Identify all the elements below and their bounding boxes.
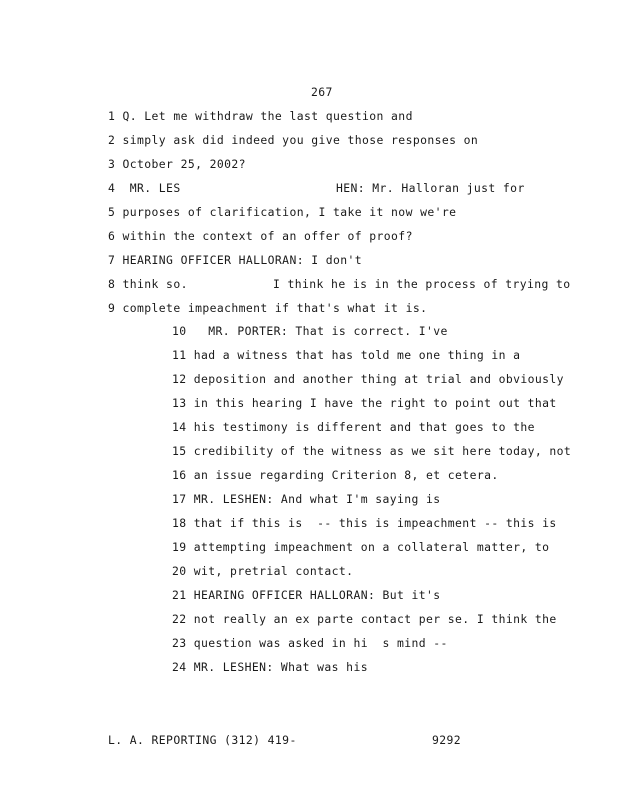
footer-phone-suffix: 9292 xyxy=(432,733,462,747)
transcript-line-1: 1 Q. Let me withdraw the last question and xyxy=(108,109,413,123)
transcript-line-5: 5 purposes of clarification, I take it now we're xyxy=(108,205,457,219)
transcript-line-16: 16 an issue regarding Criterion 8, et cetera. xyxy=(172,468,499,482)
transcript-line-19: 19 attempting impeachment on a collateral matter, to xyxy=(172,540,550,554)
transcript-line-10: 10 MR. PORTER: That is correct. I've xyxy=(172,324,448,338)
transcript-line-18: 18 that if this is -- this is impeachment -- this is xyxy=(172,516,557,530)
transcript-line-3: 3 October 25, 2002? xyxy=(108,157,246,171)
transcript-line-7: 7 HEARING OFFICER HALLORAN: I don't xyxy=(108,253,363,267)
transcript-line-12: 12 deposition and another thing at trial and obviously xyxy=(172,372,564,386)
transcript-line-8a: 8 think so. xyxy=(108,277,188,291)
footer-reporter: L. A. REPORTING (312) 419- xyxy=(108,733,297,747)
transcript-line-15: 15 credibility of the witness as we sit here today, not xyxy=(172,444,572,458)
transcript-line-4a: 4 MR. LES xyxy=(108,181,181,195)
transcript-line-23: 23 question was asked in hi s mind -- xyxy=(172,636,448,650)
transcript-line-21: 21 HEARING OFFICER HALLORAN: But it's xyxy=(172,588,441,602)
transcript-line-6: 6 within the context of an offer of proof? xyxy=(108,229,413,243)
transcript-line-2: 2 simply ask did indeed you give those responses on xyxy=(108,133,479,147)
transcript-line-8b: I think he is in the process of trying to xyxy=(273,277,571,291)
transcript-line-9: 9 complete impeachment if that's what it is. xyxy=(108,301,428,315)
transcript-line-22: 22 not really an ex parte contact per se. I think the xyxy=(172,612,557,626)
transcript-line-24: 24 MR. LESHEN: What was his xyxy=(172,660,368,674)
transcript-line-4b: HEN: Mr. Halloran just for xyxy=(336,181,525,195)
transcript-line-11: 11 had a witness that has told me one thing in a xyxy=(172,348,521,362)
transcript-line-20: 20 wit, pretrial contact. xyxy=(172,564,354,578)
transcript-line-17: 17 MR. LESHEN: And what I'm saying is xyxy=(172,492,441,506)
transcript-line-14: 14 his testimony is different and that goes to the xyxy=(172,420,535,434)
page-number: 267 xyxy=(311,85,333,99)
transcript-line-13: 13 in this hearing I have the right to point out that xyxy=(172,396,557,410)
